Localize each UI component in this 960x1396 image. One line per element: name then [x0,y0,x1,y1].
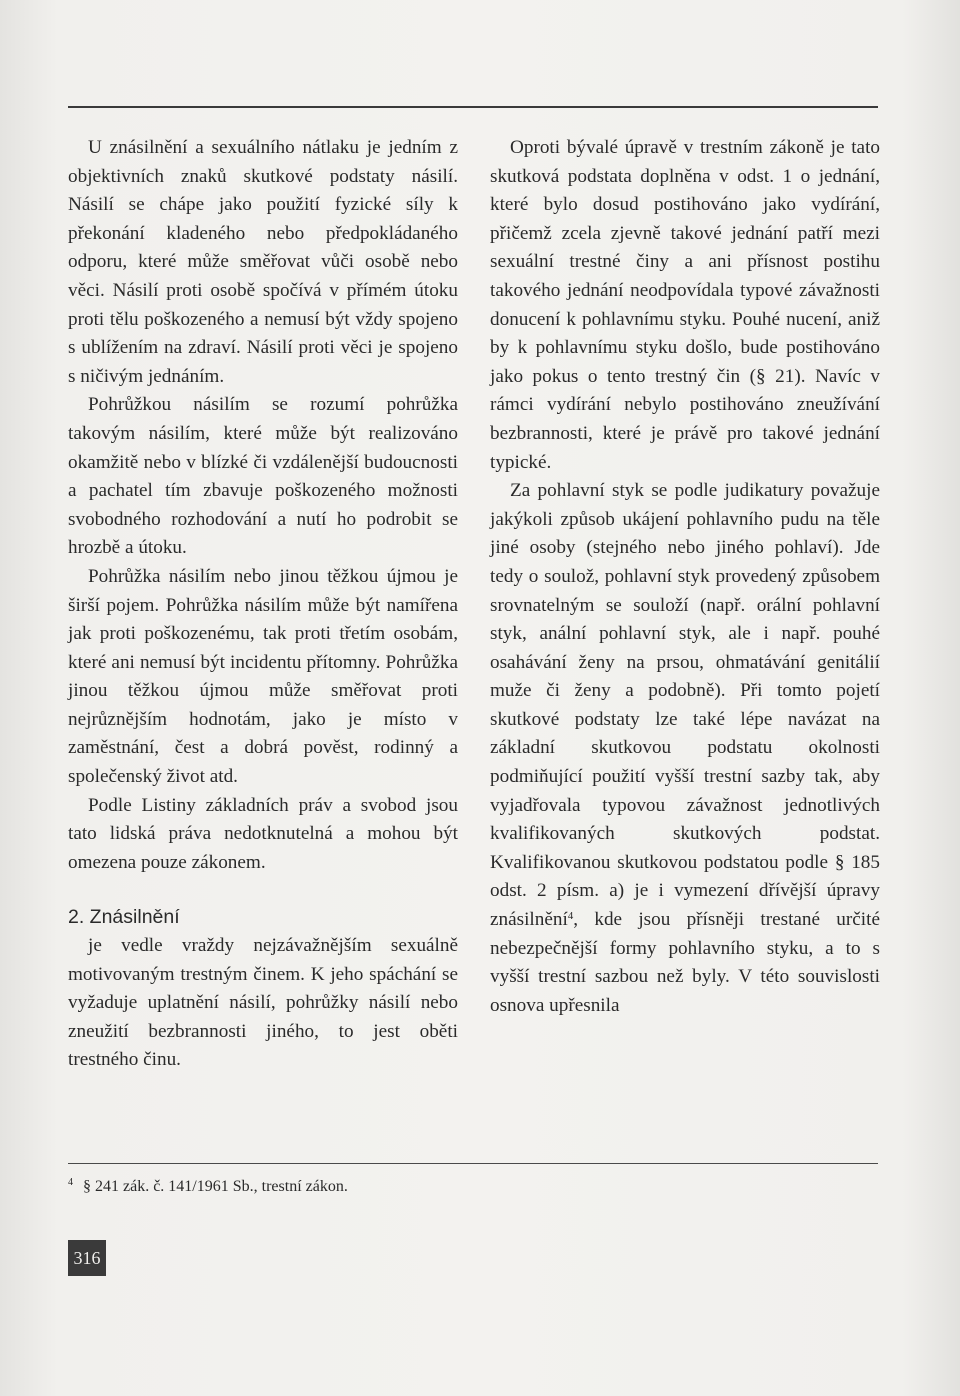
footnote-reference[interactable]: 4 [567,910,574,923]
right-paragraph-2-text-b: , kde jsou přísněji trestané určité nebezpečnější formy pohlavního styku, a to s vyšší trestní sazbou než byly. V této souvislosti osnova upřesnila [490,909,880,1016]
left-column [68,134,458,1075]
right-column [490,134,880,1020]
header-rule [68,106,878,108]
footnote-rule [68,1163,878,1164]
right-paragraph-2-text-a: Za pohlavní styk se podle judikatury považuje jakýkoli způsob ukájení pohlavního pudu na těle jiné osoby (stejného nebo jiného pohlaví). Jde tedy o soulož, pohlavní styk provedený způsobem srovnatelným se souloží (např. orální pohlavní styk, anální pohlavní styk, ale i např. pouhé osahávání ženy na prsou, ohmatávání genitálií muže či ženy a podobně). Při tomto pojetí skutkové podstaty lze také lépe navázat na základní skutkovou podstatu okolnosti podmiňující použití vyšší trestní sazby tak, aby vyjadřovala typovou závažnost jednotlivých kvalifikovaných skutkových podstat. Kvalifikovanou skutkovou podstatou podle § 185 odst. 2 písm. a) je i vymezení dřívější úpravy znásilnění [490,480,880,931]
left-paragraph-5: je vedle vraždy nejzávažnějším sexuálně motivovaným trestným činem. K jeho spáchání se vyžaduje uplatnění násilí, pohrůžky násilí nebo zneužití bezbrannosti jiného, to jest oběti trestného činu. [68,935,458,1071]
footnote-text: § 241 zák. č. 141/1961 Sb., trestní zákon. [83,1178,348,1195]
page-number: 316 [68,1240,106,1276]
right-paragraph-1: Oproti bývalé úpravě v trestním zákoně je tato skutková podstata doplněna v odst. 1 o jednání, které bylo dosud postihováno jako vydírání, přičemž zcela zjevně takové jednání patří mezi sexuální trestné činy a ani přísnost postihu takového jednání neodpovídala typové závažnosti donucení k pohlavnímu styku. Pouhé nucení, aniž by k pohlavnímu styku došlo, bude postihováno jako pokus o tento trestný čin (§ 21). Navíc v rámci vydírání nebylo postihováno zneužívání bezbrannosti, které je právě pro takové jednání typické. [490,137,880,473]
footnote [68,1172,768,1198]
left-paragraph-2: Pohrůžkou násilím se rozumí pohrůžka takovým násilím, které může být realizováno okamžitě nebo v blízké či vzdálenější budoucnosti a pachatel tím zbavuje poškozeného možnosti svobodného rozhodování a nutí ho podrobit se hrozbě a útoku. [68,394,458,559]
footnote-mark: 4 [68,1177,73,1188]
right-paragraph-2 [490,477,880,1020]
left-paragraph-3: Pohrůžka násilím nebo jinou těžkou újmou je širší pojem. Pohrůžka násilím může být namířena jak proti poškozenému, tak proti třetím osobám, které ani nemusí být incidentu přítomny. Pohrůžka jinou těžkou újmou může směřovat proti nejrůznějším hodnotám, jako je místo v zaměstnání, čest a dobrá pověst, rodinný a společenský život atd. [68,565,458,788]
left-paragraph-1: U znásilnění a sexuálního nátlaku je jedním z objektivních znaků skutkové podstaty násilí. Násilí se chápe jako použití fyzické síly k překonání kladeného nebo předpokládaného odporu, které může směřovat vůči osobě nebo věci. Násilí proti osobě spočívá v přímém útoku proti tělu poškozeného a nemusí být vždy spojeno s ublížením na zdraví. Násilí proti věci je spojeno s ničivým jednáním. [68,137,458,387]
section-heading: 2. Znásilnění [68,906,180,929]
left-paragraph-4: Podle Listiny základních práv a svobod jsou tato lidská práva nedotknutelná a mohou být omezena pouze zákonem. [68,794,458,873]
